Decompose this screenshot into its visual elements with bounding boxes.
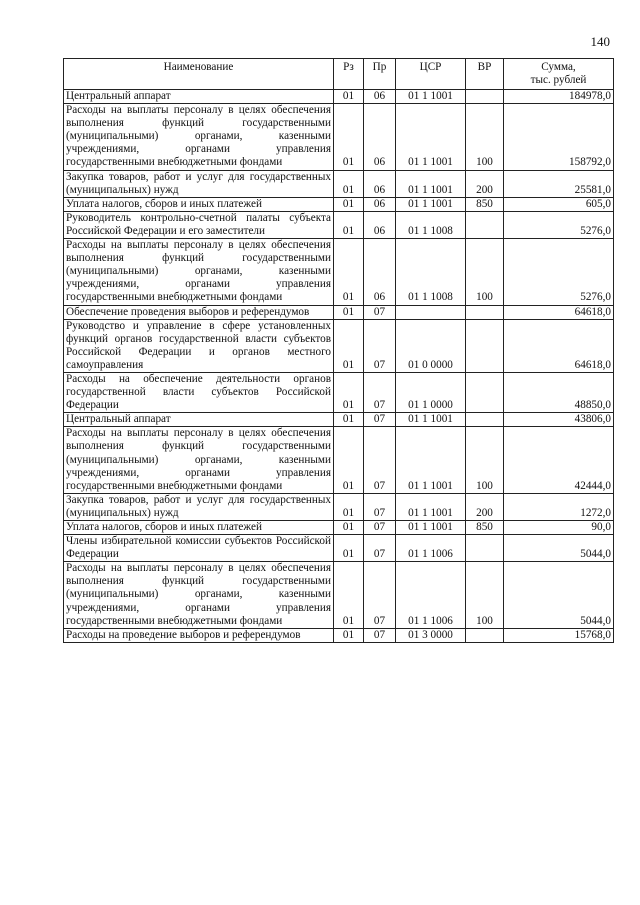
header-sum-line2: тыс. рублей [530,74,587,87]
cell-vr [466,413,504,427]
cell-csr: 01 1 1001 [396,413,466,427]
cell-sum: 1272,0 [504,493,614,520]
table-row [64,197,614,211]
table-row [64,372,614,412]
cell-rz: 01 [334,535,364,562]
cell-sum: 64618,0 [504,305,614,319]
cell-rz: 01 [334,104,364,170]
cell-vr [466,628,504,642]
cell-csr: 01 1 1001 [396,493,466,520]
cell-csr: 01 3 0000 [396,628,466,642]
cell-rz: 01 [334,239,364,305]
cell-vr [466,90,504,104]
cell-vr [466,305,504,319]
table-row [64,104,614,170]
table-row [64,211,614,238]
cell-csr: 01 1 1001 [396,170,466,197]
header-pr: Пр [364,59,396,90]
cell-rz: 01 [334,90,364,104]
table-row [64,535,614,562]
cell-name: Расходы на выплаты персоналу в целях обеспечения выполнения функций государственными (муниципальными) органами, казенными учреждениями, органами управления государственными внебюджетными фондами [64,239,334,305]
cell-rz: 01 [334,562,364,628]
cell-vr [466,319,504,372]
table-row [64,239,614,305]
table-row [64,521,614,535]
cell-pr: 06 [364,239,396,305]
cell-name: Расходы на обеспечение деятельности органов государственной власти субъектов Российской Федерации [64,372,334,412]
cell-csr: 01 1 1001 [396,427,466,493]
cell-vr: 200 [466,170,504,197]
cell-rz: 01 [334,197,364,211]
cell-vr: 100 [466,562,504,628]
cell-sum: 5044,0 [504,535,614,562]
cell-pr: 07 [364,305,396,319]
cell-pr: 07 [364,413,396,427]
cell-vr: 200 [466,493,504,520]
cell-vr: 100 [466,427,504,493]
cell-csr: 01 1 1006 [396,535,466,562]
table-row [64,562,614,628]
table-row [64,305,614,319]
page-number: 140 [590,34,610,49]
cell-sum: 5276,0 [504,211,614,238]
cell-vr: 850 [466,521,504,535]
cell-vr: 100 [466,239,504,305]
cell-sum: 90,0 [504,521,614,535]
cell-name: Уплата налогов, сборов и иных платежей [64,197,334,211]
cell-pr: 07 [364,493,396,520]
cell-sum: 158792,0 [504,104,614,170]
cell-name: Закупка товаров, работ и услуг для государственных (муниципальных) нужд [64,493,334,520]
cell-vr: 100 [466,104,504,170]
cell-name: Расходы на выплаты персоналу в целях обеспечения выполнения функций государственными (муниципальными) органами, казенными учреждениями, органами управления государственными внебюджетными фондами [64,427,334,493]
cell-csr: 01 1 1001 [396,90,466,104]
cell-rz: 01 [334,305,364,319]
table-row [64,170,614,197]
cell-vr: 850 [466,197,504,211]
cell-vr [466,535,504,562]
cell-pr: 07 [364,562,396,628]
header-vr: ВР [466,59,504,90]
header-sum-line1: Сумма, [541,61,576,73]
cell-sum: 5276,0 [504,239,614,305]
cell-sum: 25581,0 [504,170,614,197]
cell-csr: 01 1 1001 [396,197,466,211]
cell-sum: 64618,0 [504,319,614,372]
cell-pr: 07 [364,535,396,562]
cell-name: Закупка товаров, работ и услуг для государственных (муниципальных) нужд [64,170,334,197]
cell-sum: 42444,0 [504,427,614,493]
cell-pr: 06 [364,211,396,238]
cell-name: Центральный аппарат [64,90,334,104]
cell-pr: 06 [364,104,396,170]
table-header-row [64,59,614,90]
table-row [64,427,614,493]
cell-csr: 01 1 0000 [396,372,466,412]
cell-sum: 43806,0 [504,413,614,427]
cell-name: Руководитель контрольно-счетной палаты субъекта Российской Федерации и его заместители [64,211,334,238]
cell-name: Центральный аппарат [64,413,334,427]
cell-name: Расходы на проведение выборов и референдумов [64,628,334,642]
cell-rz: 01 [334,628,364,642]
cell-sum: 605,0 [504,197,614,211]
cell-csr: 01 1 1008 [396,239,466,305]
header-rz: Рз [334,59,364,90]
cell-csr: 01 1 1001 [396,521,466,535]
cell-csr: 01 0 0000 [396,319,466,372]
cell-rz: 01 [334,493,364,520]
cell-name: Расходы на выплаты персоналу в целях обеспечения выполнения функций государственными (муниципальными) органами, казенными учреждениями, органами управления государственными внебюджетными фондами [64,104,334,170]
cell-csr [396,305,466,319]
cell-pr: 06 [364,197,396,211]
cell-csr: 01 1 1008 [396,211,466,238]
cell-rz: 01 [334,211,364,238]
cell-pr: 07 [364,427,396,493]
table-row [64,493,614,520]
cell-sum: 48850,0 [504,372,614,412]
cell-rz: 01 [334,170,364,197]
cell-name: Расходы на выплаты персоналу в целях обеспечения выполнения функций государственными (муниципальными) органами, казенными учреждениями, органами управления государственными внебюджетными фондами [64,562,334,628]
budget-table [63,58,614,643]
cell-pr: 07 [364,372,396,412]
cell-pr: 07 [364,628,396,642]
table-row [64,319,614,372]
header-sum [504,59,614,90]
cell-name: Обеспечение проведения выборов и референдумов [64,305,334,319]
table-row [64,628,614,642]
cell-pr: 06 [364,90,396,104]
table-row [64,90,614,104]
cell-name: Члены избирательной комиссии субъектов Российской Федерации [64,535,334,562]
cell-rz: 01 [334,319,364,372]
cell-rz: 01 [334,427,364,493]
cell-rz: 01 [334,521,364,535]
cell-sum: 5044,0 [504,562,614,628]
cell-pr: 07 [364,319,396,372]
cell-sum: 184978,0 [504,90,614,104]
header-name: Наименование [64,59,334,90]
table-row [64,413,614,427]
cell-rz: 01 [334,372,364,412]
cell-csr: 01 1 1006 [396,562,466,628]
cell-vr [466,372,504,412]
cell-name: Руководство и управление в сфере установленных функций органов государственной власти субъектов Российской Федерации и органов местного самоуправления [64,319,334,372]
cell-pr: 06 [364,170,396,197]
header-csr: ЦСР [396,59,466,90]
cell-csr: 01 1 1001 [396,104,466,170]
cell-name: Уплата налогов, сборов и иных платежей [64,521,334,535]
cell-vr [466,211,504,238]
cell-sum: 15768,0 [504,628,614,642]
cell-pr: 07 [364,521,396,535]
cell-rz: 01 [334,413,364,427]
